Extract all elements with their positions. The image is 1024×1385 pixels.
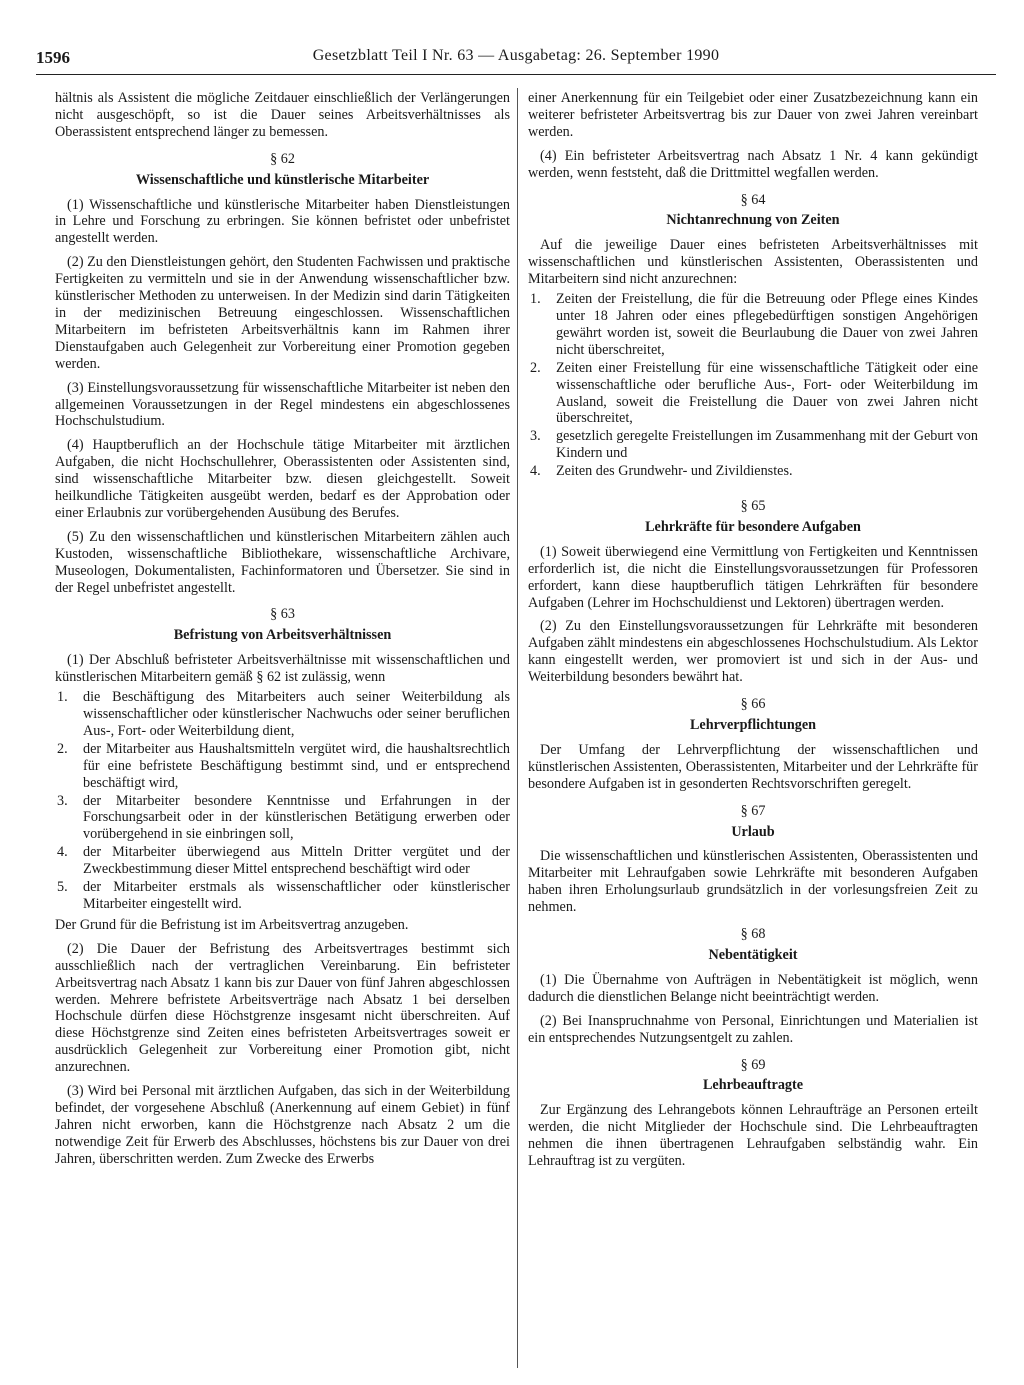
paragraph: (2) Bei Inanspruchnahme von Personal, Einrichtungen und Materialien ist ein entsprechendes Nutzungsentgelt zu zahlen. <box>528 1012 978 1046</box>
paragraph: (1) Die Übernahme von Aufträgen in Nebentätigkeit ist möglich, wenn dadurch die dienstlichen Belange nicht beeinträchtigt werden. <box>528 971 978 1005</box>
section-title: Wissenschaftliche und künstlerische Mitarbeiter <box>135 171 430 188</box>
section-title: Befristung von Arbeitsverhältnissen <box>173 627 392 644</box>
paragraph: Der Grund für die Befristung ist im Arbeitsvertrag anzugeben. <box>55 916 409 933</box>
list-text: die Beschäftigung des Mitarbeiters auch seiner Weiterbildung als wissenschaftlicher oder künstlerischer Nachwuchs oder seiner beruflichen Aus-, Fort- oder Weiterbildung dient, <box>83 689 510 739</box>
list-text: der Mitarbeiter erstmals als wissenschaftlicher oder künstlerischer Mitarbeiter eingestellt wird. <box>83 879 510 912</box>
list-number: 4. <box>530 463 541 480</box>
list-number: 1. <box>530 291 541 308</box>
paragraph: (1) Der Abschluß befristeter Arbeitsverhältnisse mit wissenschaftlichen und künstlerischen Mitarbeitern gemäß § 62 ist zulässig, wenn <box>55 652 510 686</box>
paragraph: (1) Wissenschaftliche und künstlerische Mitarbeiter haben Dienstleistungen in Lehre und Forschung zu erbringen. Sie können befristet oder unbefristet angestellt werden. <box>55 196 510 247</box>
list-item <box>528 463 978 480</box>
list-text: Zeiten einer Freistellung für eine wissenschaftliche Tätigkeit oder eine wissenschaftliche oder berufliche Aus-, Fort- oder Weiterbildung im Ausland, soweit die Freistellung die Dauer von zwei Jahren nicht überschreitet, <box>556 359 978 427</box>
list-number: 5. <box>57 879 68 896</box>
list-item <box>528 360 978 428</box>
section-title: Nichtanrechnung von Zeiten <box>666 212 840 229</box>
section-number: § 67 <box>740 802 766 819</box>
list-text: gesetzlich geregelte Freistellungen im Zusammenhang mit der Geburt von Kindern und <box>556 428 978 462</box>
paragraph: hältnis als Assistent die mögliche Zeitdauer einschließlich der Verlängerungen nicht ausgeschöpft, so ist die Dauer seines Arbeitsverhältnisses als Oberassistent entsprechend länger zu bemessen. <box>55 90 510 140</box>
paragraph: (2) Zu den Einstellungsvoraussetzungen für Lehrkräfte mit besonderen Aufgaben zählt mindestens ein abgeschlossenes Hochschulstudium. Als Lektor kann eingestellt werden, wer promoviert ist und sich in der Aus- und Weiterbildung besonders bewährt hat. <box>528 618 978 686</box>
section-number: § 62 <box>270 150 295 167</box>
section-title: Lehrbeauftragte <box>702 1077 804 1094</box>
list-item <box>55 879 510 913</box>
list-text: der Mitarbeiter besondere Kenntnisse und Erfahrungen in der Forschungsarbeit oder in der künstlerischen Betätigung erwerben oder vorübergehend in sie einbringen soll, <box>83 792 510 843</box>
paragraph: (2) Zu den Dienstleistungen gehört, den Studenten Fachwissen und praktische Fertigkeiten zu vermitteln und sie in der Anwendung wissenschaftlicher bzw. künstlerischer Methoden zu unterweisen. In der Medizin sind darin Tätigkeiten in der medizinischen Betreuung eingeschlossen. Wissenschaftlichen Mitarbeitern im befristeten Arbeitsverhältnis kann im Rahmen ihrer Dienstaufgaben auch Gelegenheit zur Vorbereitung einer Promotion gegeben werden. <box>55 254 510 372</box>
section-number: § 66 <box>740 696 766 713</box>
paragraph: (4) Hauptberuflich an der Hochschule tätige Mitarbeiter mit ärztlichen Aufgaben, die nicht Hochschullehrer, Oberassistenten oder Assistenten sind, sind wissenschaftliche Mitarbeiter bzw. diesen gleichgestellt. Soweit heilkundliche Tätigkeiten ausgeübt werden, bedarf es der Approbation oder einer Erlaubnis zur vorübergehenden Ausübung des Berufes. <box>55 437 510 521</box>
section-number: § 63 <box>270 606 295 623</box>
column-divider <box>517 88 518 1368</box>
paragraph: (3) Einstellungsvoraussetzung für wissenschaftliche Mitarbeiter ist neben den allgemeinen Voraussetzungen in der Regel mindestens ein abgeschlossenes Hochschulstudium. <box>55 379 510 430</box>
section-title: Lehrverpflichtungen <box>689 717 817 733</box>
list-number: 2. <box>530 359 541 376</box>
left-column <box>55 90 510 1175</box>
paragraph: Auf die jeweilige Dauer eines befristeten Arbeitsverhältnisses mit wissenschaftlichen und künstlerischen Assistenten, Oberassistenten und Mitarbeitern sind nicht anzurechnen: <box>528 237 978 288</box>
list-item <box>528 291 978 359</box>
numbered-list <box>528 291 978 480</box>
section-number: § 68 <box>740 926 766 943</box>
paragraph: einer Anerkennung für ein Teilgebiet oder einer Zusatzbezeichnung kann ein weiterer befristeter Arbeitsvertrag bis zur Dauer von zwei Jahren vereinbart werden. <box>528 90 978 140</box>
list-number: 3. <box>57 792 68 809</box>
list-number: 3. <box>530 428 541 445</box>
paragraph: Die wissenschaftlichen und künstlerischen Assistenten, Oberassistenten und Mitarbeiter mit Lehraufgaben sowie Lehrkräfte mit besonderen Aufgaben haben ihren Erholungsurlaub grundsätzlich in der vorlesungsfreien Zeit zu nehmen. <box>528 848 978 916</box>
list-text: der Mitarbeiter aus Haushaltsmitteln vergütet wird, die haushaltsrechtlich für eine befristete Beschäftigung bestimmt sind, und er entsprechend beschäftigt wird, <box>83 740 510 791</box>
page-number: 1596 <box>36 48 70 67</box>
section-number: § 65 <box>740 498 766 515</box>
section-title: Lehrkräfte für besondere Aufgaben <box>645 518 861 535</box>
list-item <box>528 428 978 462</box>
list-item <box>55 689 510 740</box>
list-text: Zeiten des Grundwehr- und Zivildienstes. <box>556 463 793 480</box>
numbered-list <box>55 689 510 913</box>
paragraph: (1) Soweit überwiegend eine Vermittlung von Fertigkeiten und Kenntnissen erforderlich ist, die nicht die Einstellungsvoraussetzungen für Professoren erfordert, kann diese hauptberuflich tätigen Lehrkräften für besondere Aufgaben (Lehrer im Hochschuldienst und Lektoren) übertragen werden. <box>528 543 978 611</box>
page-title: Gesetzblatt Teil I Nr. 63 — Ausgabetag: 26. September 1990 <box>312 47 720 64</box>
list-item <box>55 793 510 844</box>
paragraph: (2) Die Dauer der Befristung des Arbeitsvertrages bestimmt sich ausschließlich nach der vertraglichen Vereinbarung. Ein befristeter Arbeitsvertrag nach Absatz 1 kann bis zur Dauer von fünf Jahren abgeschlossen werden. Mehrere befristete Arbeitsverträge nach Absatz 1 bei derselben Hochschule dürfen diese Höchstgrenze insgesamt nicht überschreiten. Auf diese Höchstgrenze sind Zeiten eines befristeten Arbeitsvertrages soweit er ausdrücklich Gelegenheit zur Vorbereitung einer Promotion gibt, nicht anzurechnen. <box>55 940 510 1076</box>
list-text: der Mitarbeiter überwiegend aus Mitteln Dritter vergütet und der Zweckbestimmung dieser Mittel entsprechend beschäftigt wird oder <box>83 844 510 878</box>
paragraph: Der Umfang der Lehrverpflichtung der wissenschaftlichen und künstlerischen Assistenten, Oberassistenten, Mitarbeiter und der Lehrkräfte für besondere Aufgaben ist in gesonderten Rechtsvorschriften geregelt. <box>528 741 978 792</box>
paragraph: (5) Zu den wissenschaftlichen und künstlerischen Mitarbeitern zählen auch Kustoden, wissenschaftliche Bibliothekare, wissenschaftliche Archivare, Museologen, Dokumentalisten, Fachinformatoren und Übersetzer. Sie sind in der Regel unbefristet angestellt. <box>55 528 510 596</box>
paragraph: (4) Ein befristeter Arbeitsvertrag nach Absatz 1 Nr. 4 kann gekündigt werden, wenn feststeht, daß die Drittmittel wegfallen werden. <box>528 147 978 181</box>
list-item <box>55 741 510 792</box>
section-number: § 69 <box>740 1056 766 1073</box>
paragraph: (3) Wird bei Personal mit ärztlichen Aufgaben, das sich in der Weiterbildung befindet, der vorgesehene Abschluß (Anerkennung auf einem Gebiet) in fünf Jahren nicht erworben, kann die Höchstgrenze nach Absatz 2 um die notwendige Zeit für Erwerb des Abschlusses, höchstens bis zur Dauer von drei Jahren, überschritten werden. Zum Zwecke des Erwerbs <box>55 1083 510 1167</box>
list-number: 4. <box>57 844 68 861</box>
list-item <box>55 844 510 878</box>
list-number: 2. <box>57 740 68 757</box>
section-title: Urlaub <box>731 823 775 840</box>
page-header <box>36 44 996 75</box>
section-title: Nebentätigkeit <box>708 946 798 963</box>
right-column <box>528 90 978 1177</box>
list-number: 1. <box>57 689 68 706</box>
list-text: Zeiten der Freistellung, die für die Betreuung oder Pflege eines Kindes unter 18 Jahren oder eines pflegebedürftigen sonstigen Angehörigen gewährt worden ist, soweit die Beurlaubung die Dauer von zwei Jahren nicht überschreitet, <box>556 291 978 358</box>
paragraph: Zur Ergänzung des Lehrangebots können Lehraufträge an Personen erteilt werden, die nicht Mitglieder der Hochschule sind. Die Lehrbeauftragten nehmen die ihnen übertragenen Lehraufgaben selbständig wahr. Ein Lehrauftrag ist zu vergüten. <box>528 1102 978 1170</box>
section-number: § 64 <box>740 191 766 208</box>
